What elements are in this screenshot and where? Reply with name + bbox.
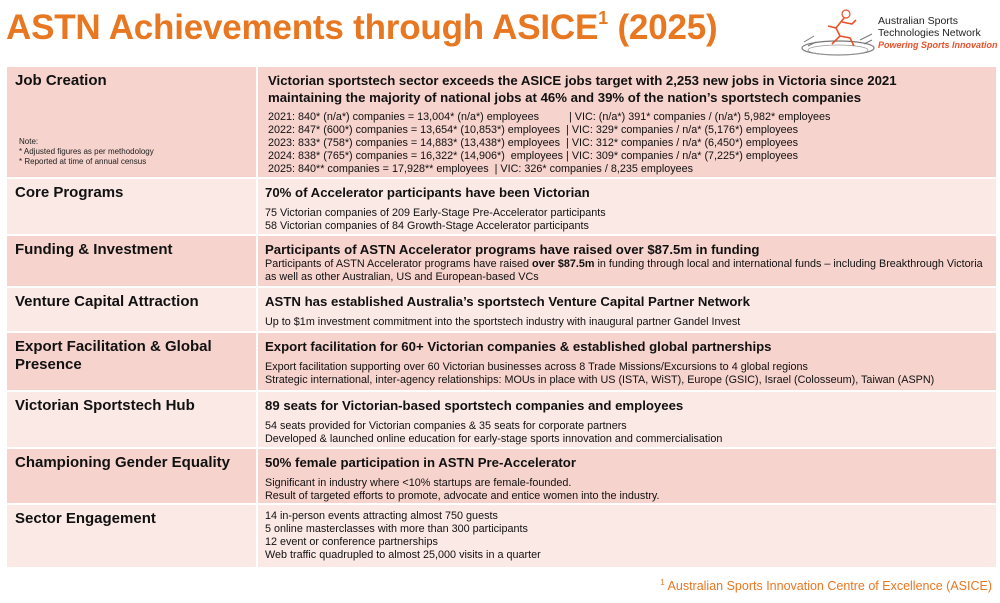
runner-icon [798,4,878,60]
footnote-text: Australian Sports Innovation Centre of Excellence (ASICE) [667,579,992,593]
note-line: * Reported at time of annual census [19,157,147,166]
jobs-line-2021: 2021: 840* (n/a*) companies = 13,004* (n/a*) employees | VIC: (n/a*) 391* companies / (n/a*) 5,982* employees [268,111,831,123]
category-cell [7,505,258,567]
headline: 70% of Accelerator participants have been Victorian [265,185,590,200]
detail-line: 58 Victorian companies of 84 Growth-Stage Accelerator participants [265,220,589,232]
category-label: Export Facilitation & Global Presence [15,338,212,373]
detail-cell [258,449,996,503]
headline: 89 seats for Victorian-based sportstech companies and employees [265,398,684,413]
detail-cell [258,505,996,567]
row-job-creation [7,67,996,179]
row-core-programs [7,179,996,236]
category-cell [7,236,258,286]
detail-line: 54 seats provided for Victorian companies & 35 seats for corporate partners [265,420,627,432]
category-label: Sector Engagement [15,510,156,527]
title-superscript: 1 [598,8,608,28]
category-label: Championing Gender Equality [15,454,231,471]
row-gender-equality [7,449,996,505]
row-sector-engagement [7,505,996,569]
row-funding-investment [7,236,996,288]
detail-cell [258,236,996,286]
jobs-line-2025: 2025: 840** companies = 17,928** employees | VIC: 326* companies / 8,235 employees [268,163,694,175]
title-text: ASTN Achievements through ASICE [6,8,599,47]
detail-line: Up to $1m investment commitment into the sportstech industry with inaugural partner Gandel Invest [265,316,741,328]
detail-line: Export facilitation supporting over 60 Victorian businesses across 8 Trade Missions/Excursions to 4 global regions [265,361,808,373]
row-export-facilitation [7,333,996,392]
detail-line: Developed & launched online education for early-stage sports innovation and commercialisation [265,433,723,445]
category-cell [7,449,258,503]
row-sportstech-hub [7,392,996,449]
title-year: (2025) [617,8,718,47]
detail-cell [258,392,996,447]
category-cell [7,67,258,177]
logo-text [878,15,998,51]
logo-tagline: Powering Sports Innovation [878,40,998,50]
category-cell [7,333,258,390]
funding-detail [265,258,989,284]
category-cell [7,179,258,234]
headline: Victorian sportstech sector exceeds the ASICE jobs target with 2,253 new jobs in Victoria since 2021 maintaining the majority of national jobs at 46% and 39% of the nation’s sportstech companies [268,73,897,105]
footnote-marker: 1 [660,578,665,587]
funding-text-after: in funding through local and international funds – including Breakthrough Victoria as well as other Australian, US and European-based VCs [265,258,983,283]
note-line: * Adjusted figures as per methodology [19,147,154,156]
headline: Export facilitation for 60+ Victorian companies & established global partnerships [265,339,772,354]
detail-cell [258,67,996,177]
category-label: Victorian Sportstech Hub [15,397,195,414]
detail-line: 14 in-person events attracting almost 750 guests [265,510,498,522]
achievements-table [7,67,996,569]
headline: 50% female participation in ASTN Pre-Accelerator [265,455,576,470]
detail-line: 5 online masterclasses with more than 300 participants [265,523,528,535]
category-cell [7,288,258,331]
footnote [660,578,992,593]
category-label: Job Creation [15,72,107,89]
category-label: Funding & Investment [15,241,173,258]
logo-line-1: Australian Sports [878,15,958,27]
funding-text-before: Participants of ASTN Accelerator programs have raised [265,258,533,270]
category-cell [7,392,258,447]
note-title: Note: [19,137,39,146]
category-label: Core Programs [15,184,124,201]
headline: ASTN has established Australia’s sportstech Venture Capital Partner Network [265,294,750,309]
funding-amount: over $87.5m [532,258,595,270]
category-label: Venture Capital Attraction [15,293,199,310]
jobs-line-2023: 2023: 833* (758*) companies = 14,883* (13,438*) employees | VIC: 312* companies / n/a* (6,450*) employees [268,137,799,149]
detail-line: Significant in industry where <10% startups are female-founded. [265,477,572,489]
detail-line: 12 event or conference partnerships [265,536,438,548]
astn-logo [798,4,998,60]
detail-cell [258,333,996,390]
detail-line: 75 Victorian companies of 209 Early-Stage Pre-Accelerator participants [265,207,606,219]
jobs-line-2024: 2024: 838* (765*) companies = 16,322* (14,906*) employees | VIC: 309* companies / n/a* (7,225*) employees [268,150,799,162]
detail-line: Strategic international, inter-agency relationships: MOUs in place with US (ISTA, WiST), Europe (GSIC), Israel (Colosseum), Taiwan (ASPN) [265,374,935,386]
detail-line: Result of targeted efforts to promote, advocate and entice women into the industry. [265,490,660,502]
detail-line: Web traffic quadrupled to almost 25,000 visits in a quarter [265,549,541,561]
detail-cell [258,288,996,331]
methodology-note [19,137,154,167]
page-title [6,8,717,48]
row-venture-capital [7,288,996,333]
logo-line-2: Technologies Network [878,27,981,39]
jobs-line-2022: 2022: 847* (600*) companies = 13,654* (10,853*) employees | VIC: 329* companies / n/a* (5,176*) employees [268,124,799,136]
detail-cell [258,179,996,234]
headline: Participants of ASTN Accelerator programs have raised over $87.5m in funding [265,242,760,257]
